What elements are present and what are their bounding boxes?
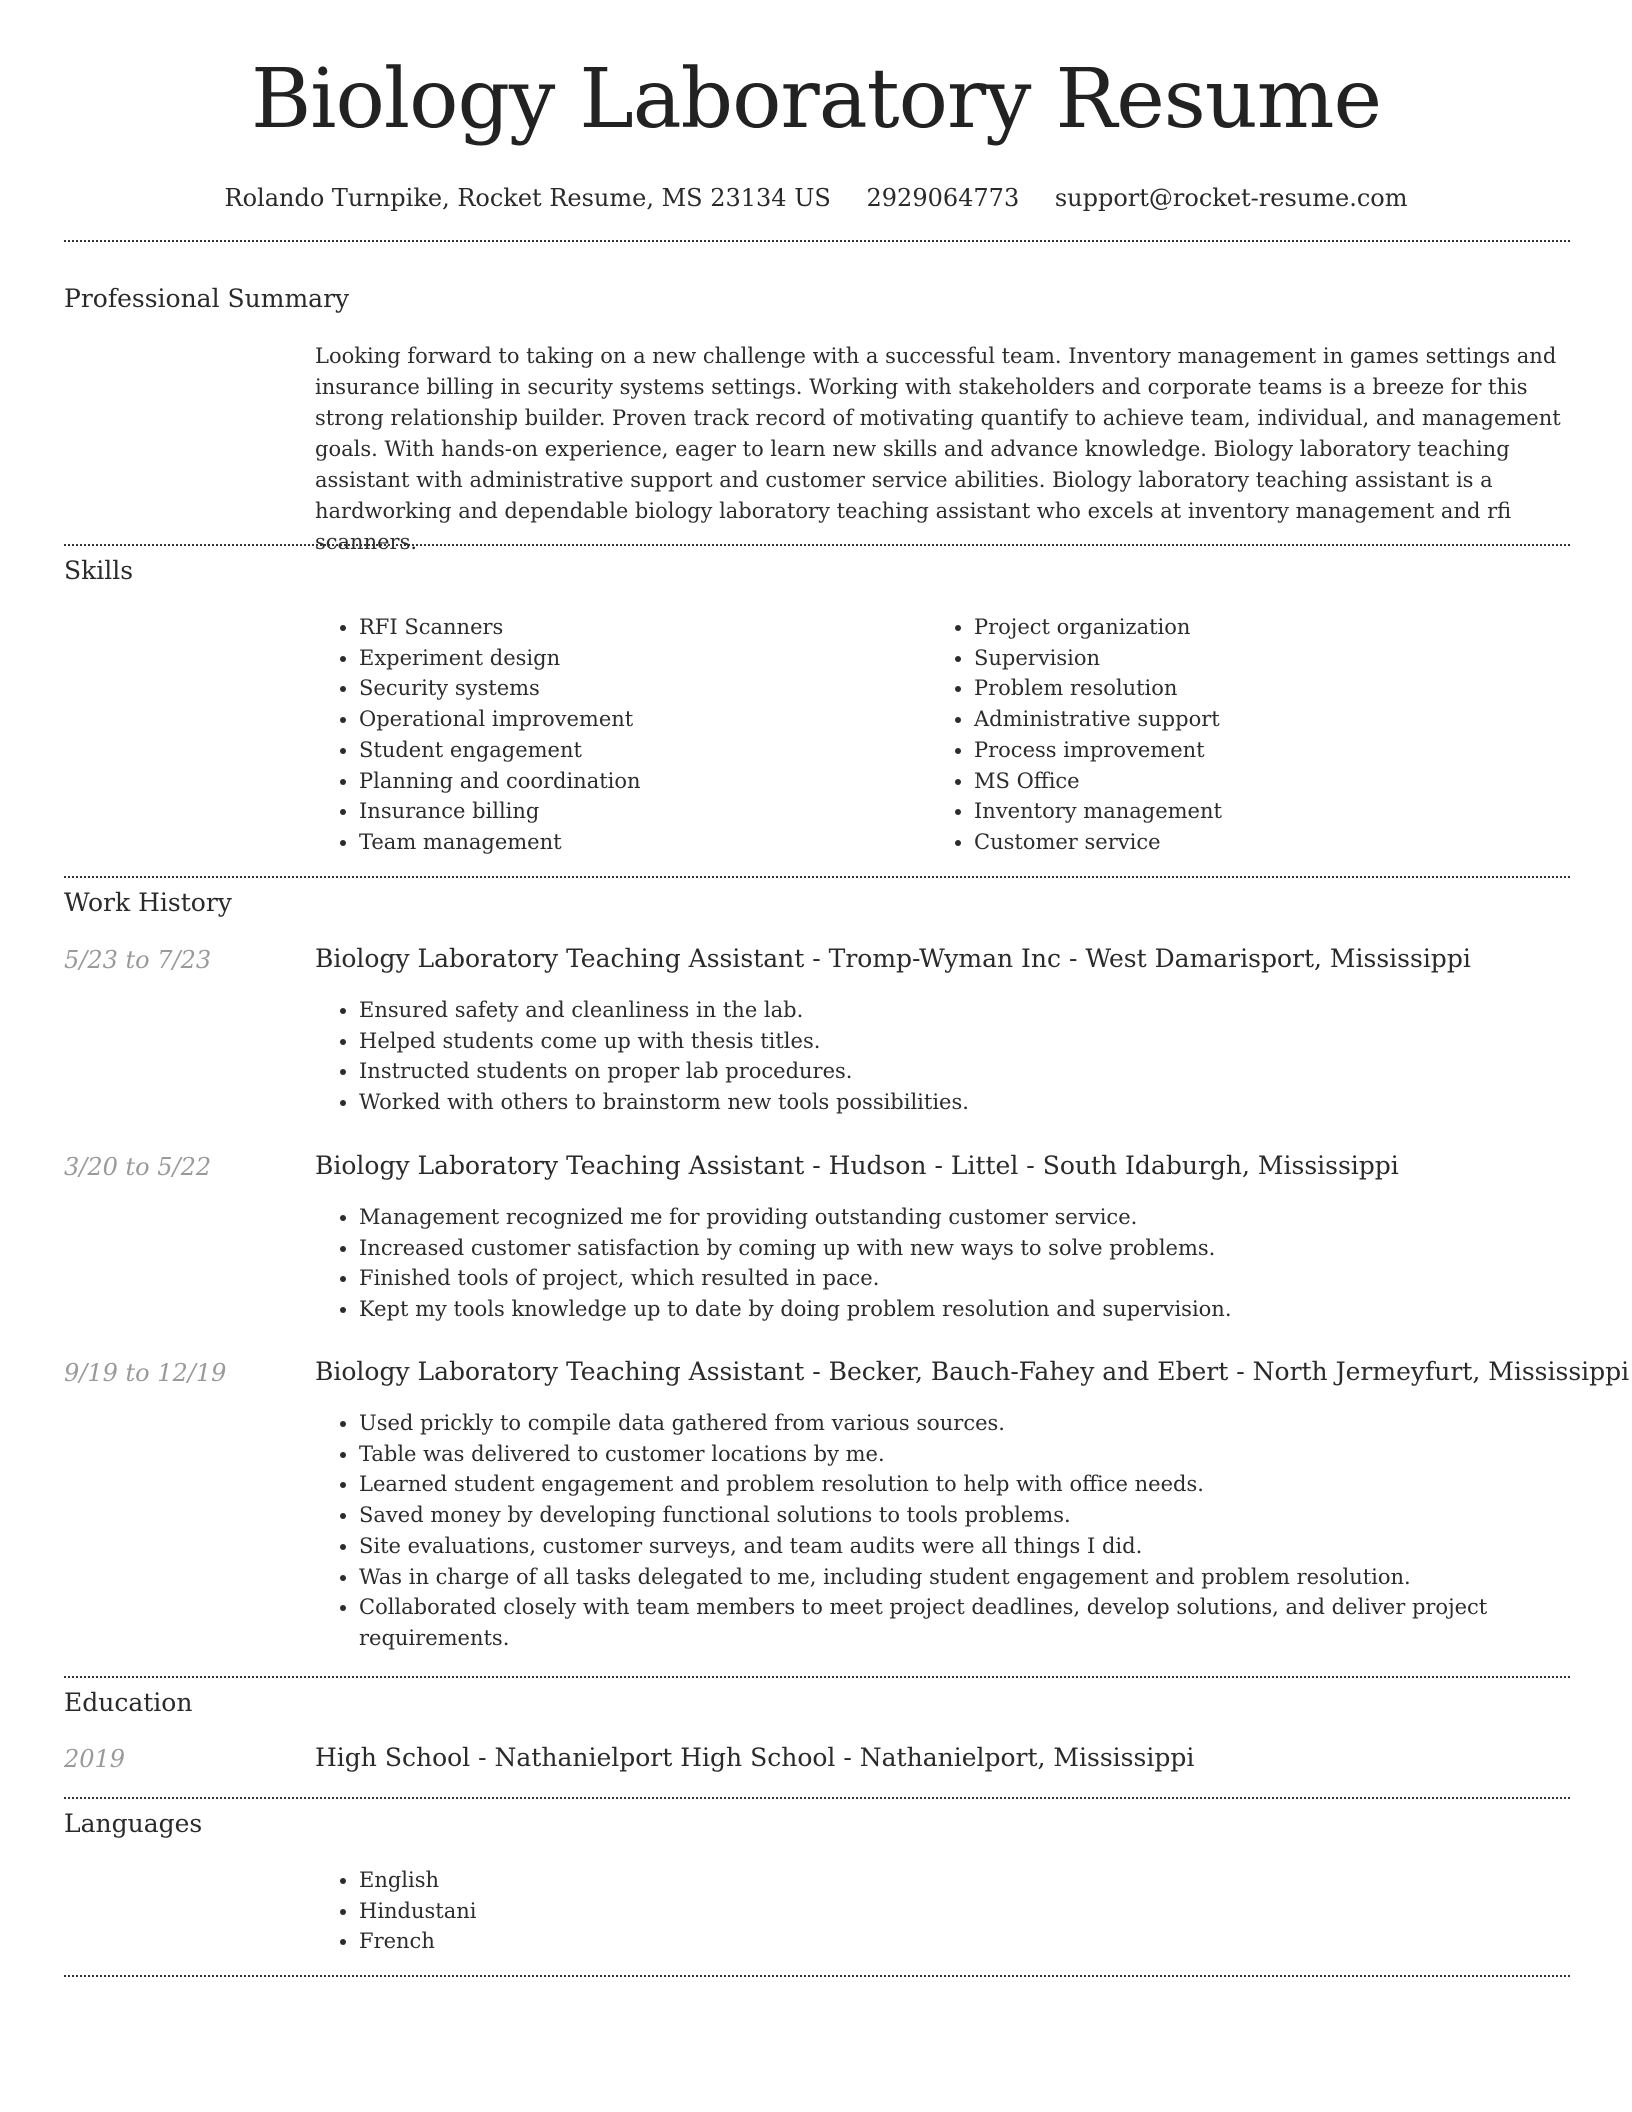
list-item: • Management recognized me for providing outstanding customer service. <box>359 1202 1539 1233</box>
job-role: Biology Laboratory Teaching Assistant <box>315 944 805 973</box>
list-item: • Worked with others to brainstorm new tools possibilities. <box>359 1087 1539 1118</box>
list-item: • Experiment design <box>359 643 641 674</box>
list-item: • Project organization <box>974 612 1222 643</box>
list-item: • Customer service <box>974 827 1222 858</box>
list-item: • French <box>359 1926 1539 1957</box>
job-bullets <box>315 1202 1539 1325</box>
job-date: 9/19 to 12/19 <box>64 1359 227 1387</box>
list-item: • Problem resolution <box>974 673 1222 704</box>
contact-address: Rolando Turnpike, Rocket Resume, MS 23134 US <box>224 184 831 212</box>
list-item: • Student engagement <box>359 735 641 766</box>
divider <box>64 544 1570 546</box>
job-details: - Tromp-Wyman Inc - West Damarisport, Mississippi <box>804 944 1471 973</box>
list-item: • Table was delivered to customer locations by me. <box>359 1439 1539 1470</box>
list-item: • Collaborated closely with team members to meet project deadlines, develop solutions, and deliver project requirements. <box>359 1592 1539 1653</box>
list-item: • Ensured safety and cleanliness in the lab. <box>359 995 1539 1026</box>
section-title-summary: Professional Summary <box>64 284 350 313</box>
list-item: • Operational improvement <box>359 704 641 735</box>
resume-header <box>0 0 1632 212</box>
list-item: • Instructed students on proper lab procedures. <box>359 1056 1539 1087</box>
job-date: 3/20 to 5/22 <box>64 1153 212 1181</box>
divider <box>64 240 1570 242</box>
job-title <box>315 1151 1570 1180</box>
education-details: - Nathanielport High School - Nathanielport, Mississippi <box>470 1743 1195 1772</box>
list-item: • Security systems <box>359 673 641 704</box>
list-item: • MS Office <box>974 766 1222 797</box>
list-item: • Finished tools of project, which resulted in pace. <box>359 1263 1539 1294</box>
list-item: • RFI Scanners <box>359 612 641 643</box>
job-role: Biology Laboratory Teaching Assistant <box>315 1151 805 1180</box>
job-details: - Hudson - Littel - South Idaburgh, Mississippi <box>804 1151 1399 1180</box>
list-item: • Supervision <box>974 643 1222 674</box>
education-degree: High School <box>315 1743 471 1772</box>
contact-line <box>0 184 1632 212</box>
list-item: • Hindustani <box>359 1896 1539 1927</box>
list-item: • Was in charge of all tasks delegated to me, including student engagement and problem resolution. <box>359 1562 1539 1593</box>
list-item: • Planning and coordination <box>359 766 641 797</box>
list-item: • Used prickly to compile data gathered from various sources. <box>359 1408 1539 1439</box>
job-title <box>315 1357 1630 1386</box>
list-item: • Learned student engagement and problem resolution to help with office needs. <box>359 1469 1539 1500</box>
education-date: 2019 <box>64 1745 126 1773</box>
list-item: • Site evaluations, customer surveys, and team audits were all things I did. <box>359 1531 1539 1562</box>
list-item: • Helped students come up with thesis titles. <box>359 1026 1539 1057</box>
job-title <box>315 944 1570 973</box>
divider <box>64 876 1570 878</box>
section-title-work: Work History <box>64 888 232 917</box>
list-item: • Process improvement <box>974 735 1222 766</box>
job-bullets <box>315 1408 1539 1654</box>
skills-grid <box>315 612 1565 862</box>
list-item: • Increased customer satisfaction by coming up with new ways to solve problems. <box>359 1233 1539 1264</box>
divider <box>64 1797 1570 1799</box>
list-item: • Administrative support <box>974 704 1222 735</box>
resume-title: Biology Laboratory Resume <box>251 52 1381 147</box>
job-bullets <box>315 995 1539 1118</box>
section-title-languages: Languages <box>64 1809 203 1838</box>
section-title-education: Education <box>64 1688 193 1717</box>
divider <box>64 1975 1570 1977</box>
education-entry <box>315 1743 1570 1772</box>
list-item: • Kept my tools knowledge up to date by doing problem resolution and supervision. <box>359 1294 1539 1325</box>
summary-text: Looking forward to taking on a new challenge with a successful team. Inventory management in games settings and insurance billing in security systems settings. Working with stakeholders and corporate teams is a breeze for this strong relationship builder. Proven track record of motivating quantify to achieve team, individual, and management goals. With hands-on experience, eager to learn new skills and advance knowledge. Biology laboratory teaching assistant with administrative support and customer service abilities. Biology laboratory teaching assistant is a hardworking and dependable biology laboratory teaching assistant who excels at inventory management and rfi scanners. <box>315 344 1561 554</box>
job-date: 5/23 to 7/23 <box>64 946 212 974</box>
divider <box>64 1676 1570 1678</box>
job-details: - Becker, Bauch-Fahey and Ebert - North Jermeyfurt, Mississippi <box>804 1357 1630 1386</box>
languages-list <box>315 1865 1539 1957</box>
list-item: • Inventory management <box>974 796 1222 827</box>
list-item: • Insurance billing <box>359 796 641 827</box>
contact-phone: 2929064773 <box>866 184 1020 212</box>
contact-email: support@rocket-resume.com <box>1054 184 1408 212</box>
skills-list-right <box>930 612 1222 858</box>
job-role: Biology Laboratory Teaching Assistant <box>315 1357 805 1386</box>
skills-list-left <box>315 612 641 858</box>
list-item: • Team management <box>359 827 641 858</box>
list-item: • Saved money by developing functional solutions to tools problems. <box>359 1500 1539 1531</box>
section-title-skills: Skills <box>64 556 134 585</box>
list-item: • English <box>359 1865 1539 1896</box>
